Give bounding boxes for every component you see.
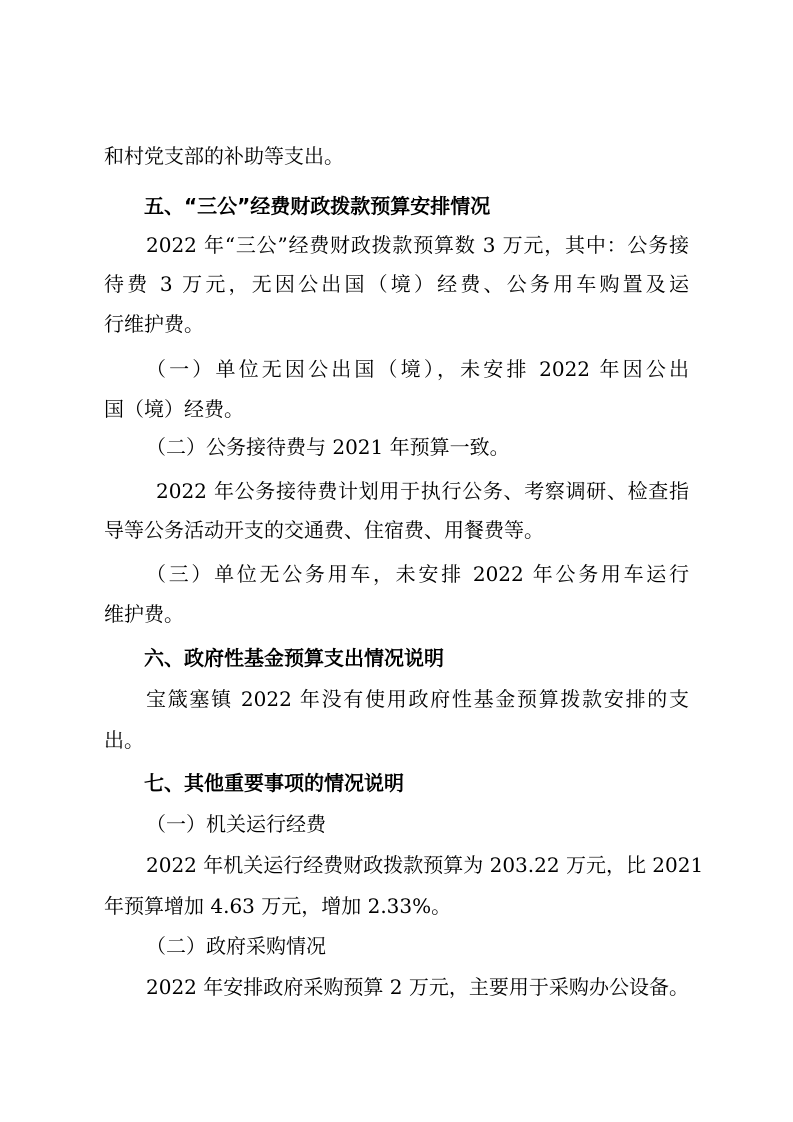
section-heading: 七、其他重要事项的情况说明 [144,771,404,795]
section-heading: 六、政府性基金预算支出情况说明 [144,646,444,670]
paragraph-line: 待费 3 万元，无因公出国（境）经费、公务用车购置及运 [104,272,689,296]
paragraph-line: 和村党支部的补助等支出。 [104,144,344,168]
paragraph-line: 2022 年“三公”经费财政拨款预算数 3 万元，其中：公务接 [146,233,689,257]
paragraph-line: 行维护费。 [104,312,204,336]
paragraph-line: 2022 年安排政府采购预算 2 万元，主要用于采购办公设备。 [146,975,689,999]
paragraph-line: （二）公务接待费与 2021 年预算一致。 [146,435,510,459]
paragraph-line: 2022 年公务接待费计划用于执行公务、考察调研、检查指 [156,479,689,503]
paragraph-line: 导等公务活动开支的交通费、住宿费、用餐费等。 [104,518,544,542]
paragraph-line: 维护费。 [104,602,184,626]
section-heading: 五、“三公”经费财政拨款预算安排情况 [144,194,491,218]
paragraph-line: 年预算增加 4.63 万元，增加 2.33%。 [104,894,452,918]
paragraph-line: 国（境）经费。 [104,397,244,421]
paragraph-line: （二）政府采购情况 [146,934,326,958]
paragraph-line: （三）单位无公务用车，未安排 2022 年公务用车运行 [146,562,689,586]
paragraph-line: 2022 年机关运行经费财政拨款预算为 203.22 万元，比 2021 [146,853,704,877]
paragraph-line: （一）单位无因公出国（境），未安排 2022 年因公出 [146,357,689,381]
paragraph-line: （一）机关运行经费 [146,812,326,836]
paragraph-line: 宝箴塞镇 2022 年没有使用政府性基金预算拨款安排的支 [146,687,689,711]
paragraph-line: 出。 [104,728,144,752]
